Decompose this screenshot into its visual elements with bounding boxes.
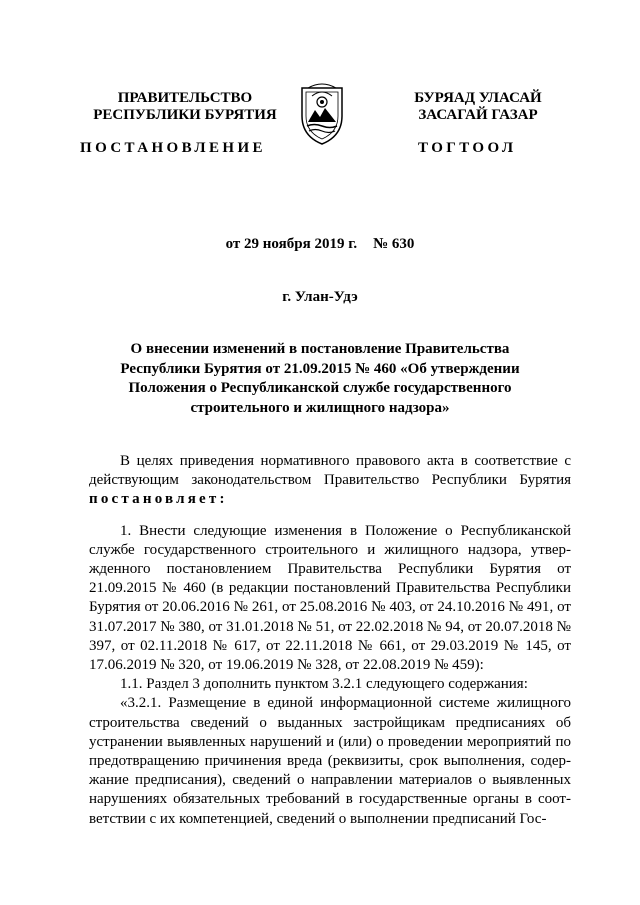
header-left-line1: ПРАВИТЕЛЬСТВО <box>117 90 253 106</box>
document-date <box>0 236 640 253</box>
title-line2: Республики Бурятия от 21.09.2015 № 460 «Об утверждении <box>120 360 520 377</box>
document-title <box>100 340 540 418</box>
item-1-paragraph: 1. Внести следующие изменения в Положение о Республиканской службе государственного строительного и жилищного надзора, утвержденного постановлением Правительства Республики Бурятия от 21.09.2015 № 460 (в редакции постановлений Правительства Республики Бурятия от 20.06.2016 № 261, от 25.08.2016 № 403, от 24.10.2016 № 491, от 31.07.2017 № 380, от 31.01.2018 № 51, от 22.02.2018 № 94, от 20.07.2018 № 397, от 02.11.2018 № 617, от 22.11.2018 № 661, от 29.03.2019 № 145, от 17.06.2019 № 320, от 19.06.2019 № 328, от 22.08.2019 № 459): <box>89 522 571 674</box>
title-line4: строительного и жилищного надзора» <box>190 399 450 416</box>
city: г. Улан-Удэ <box>282 289 358 305</box>
doc-type-buryat: ТОГТООЛ <box>418 140 517 156</box>
header-right-line1: БУРЯАД УЛАСАЙ <box>414 90 542 106</box>
header-left-line2: РЕСПУБЛИКИ БУРЯТИЯ <box>93 107 277 123</box>
preamble-paragraph <box>89 452 571 510</box>
item-1-1-paragraph: 1.1. Раздел 3 дополнить пунктом 3.2.1 следующего содержания: <box>120 676 528 693</box>
coat-of-arms-icon <box>298 82 346 146</box>
preamble-text: В целях приведения нормативного правового акта в соответствие с действующим законодательством Правительство Республики Бурятия <box>89 453 571 489</box>
government-name-russian <box>90 90 280 124</box>
document-number: № 630 <box>373 236 415 252</box>
government-name-buryat <box>378 90 578 124</box>
date-text: от 29 ноября 2019 г. <box>225 236 358 252</box>
title-line1: О внесении изменений в постановление Правительства <box>130 341 510 357</box>
header-right-line2: ЗАСАГАЙ ГАЗАР <box>418 107 538 123</box>
decides-word: постановляет: <box>89 491 228 508</box>
item-3-2-1-paragraph: «3.2.1. Размещение в единой информационной системе жилищного строительства сведений о выданных застройщикам предписаниях об устранении выявленных нарушений и (или) о проведении мероприятий по предотвращению причинения вреда (реквизиты, срок выполнения, содержание предписания), сведений о направлении материалов о выявленных нарушениях обязательных требований в государственные органы в соответствии с их компетенцией, сведений о выполнении предписаний Гос- <box>89 695 571 827</box>
doc-type-russian: ПОСТАНОВЛЕНИЕ <box>80 140 266 156</box>
title-line3: Положения о Республиканской службе государственного <box>128 380 512 396</box>
document-body <box>89 452 571 829</box>
